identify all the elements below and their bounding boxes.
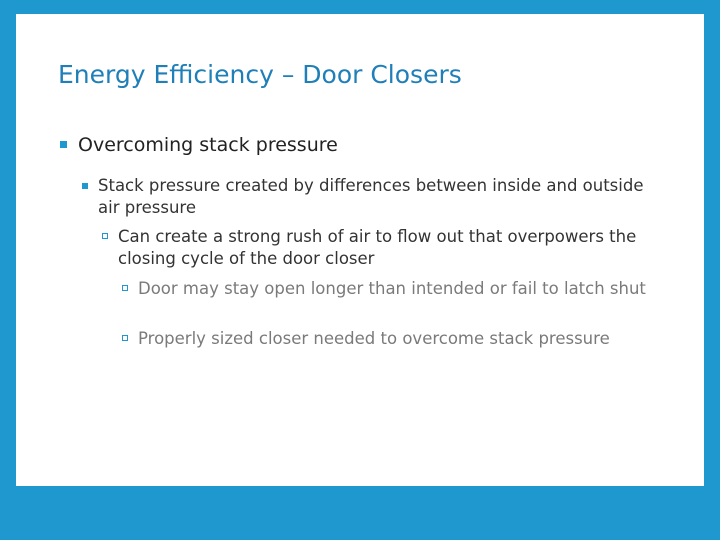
bullet-text: Properly sized closer needed to overcome stack pressure [138,329,610,348]
square-bullet-icon [82,183,88,189]
bullet-text: Can create a strong rush of air to flow out that overpowers the closing cycle of the door closer [118,227,637,268]
hollow-square-bullet-icon [122,335,128,341]
bullet-text: Overcoming stack pressure [78,134,338,156]
square-bullet-icon [60,141,67,148]
bullet-text: Door may stay open longer than intended or fail to latch shut [138,279,646,298]
hollow-square-bullet-icon [102,233,108,239]
hollow-square-bullet-icon [122,285,128,291]
bullet-text: Stack pressure created by differences between inside and outside air pressure [98,176,644,217]
bullet-list [16,14,704,486]
slide-title: Energy Efficiency – Door Closers [58,60,462,89]
content-panel [16,14,704,486]
